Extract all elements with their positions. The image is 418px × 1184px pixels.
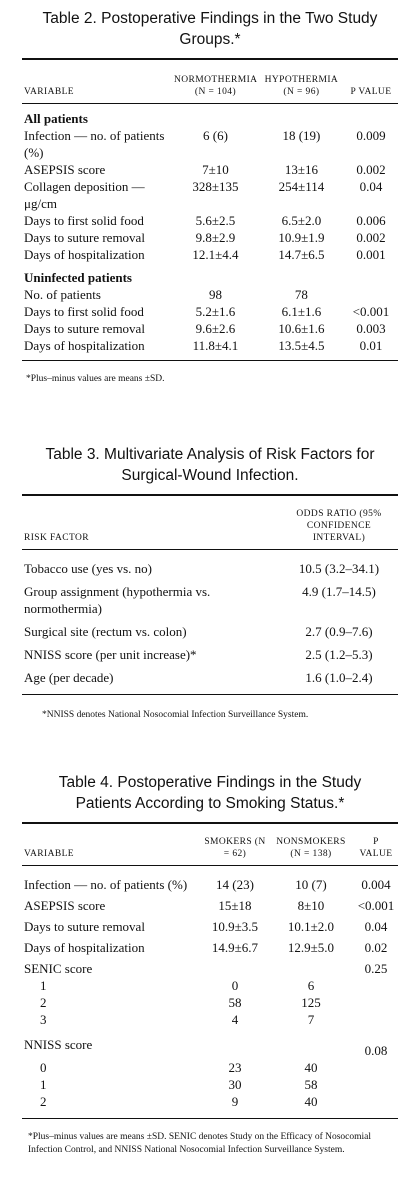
- table-3: [22, 444, 398, 722]
- table-4: [22, 772, 398, 1157]
- table-2: [22, 8, 398, 386]
- table-row: ASEPSIS score 7±10 13±16 0.002: [24, 162, 386, 177]
- table-row: Days to suture removal 9.8±2.9 10.9±1.9 0.002: [24, 230, 386, 245]
- table-3-grid: [22, 508, 398, 686]
- table-row: Days of hospitalization 12.1±4.4 14.7±6.5 0.001: [24, 247, 386, 262]
- table-row: Days to first solid food 5.6±2.5 6.5±2.0 0.006: [24, 213, 386, 228]
- table-4-top-rule: [22, 822, 398, 824]
- table-2-col-normothermia: NORMOTHERMIA (N = 104): [174, 75, 258, 97]
- table-row: 1 30 58: [40, 1077, 318, 1092]
- section-heading: Uninfected patients: [24, 270, 132, 285]
- table-row: Days to suture removal 10.9±3.5 10.1±2.0 0.04: [24, 919, 388, 934]
- table-row: [22, 956, 398, 977]
- table-4-bottom-rule: [22, 1118, 398, 1119]
- table-3-footnote: *NNISS denotes National Nosocomial Infection Surveillance System.: [42, 710, 309, 720]
- table-row: Age (per decade) 1.6 (1.0–2.4): [24, 670, 373, 685]
- table-2-footnote: *Plus–minus values are means ±SD.: [26, 374, 165, 384]
- table-4-header-row: [22, 836, 398, 866]
- table-2-col-variable: VARIABLE: [24, 87, 74, 97]
- table-2-col-hypothermia: HYPOTHERMIA (N = 96): [264, 75, 339, 97]
- table-row: Tobacco use (yes vs. no) 10.5 (3.2–34.1): [24, 561, 380, 576]
- table-4-grid: [22, 836, 398, 1110]
- table-row: No. of patients 98 78: [24, 287, 308, 302]
- table-2-top-rule: [22, 58, 398, 60]
- table-row: Surgical site (rectum vs. colon) 2.7 (0.9–7.6): [24, 624, 373, 639]
- table-3-bottom-rule: [22, 694, 398, 695]
- table-row: ASEPSIS score 15±18 8±10 <0.001: [24, 898, 395, 913]
- table-2-title: Table 2. Postoperative Findings in the Two Study Groups.*: [42, 10, 378, 48]
- table-3-col-odds-ratio: ODDS RATIO (95% CONFIDENCE INTERVAL): [296, 509, 382, 543]
- table-4-col-p: P VALUE: [359, 837, 393, 859]
- table-row: Infection — no. of patients (%) 14 (23) 10 (7) 0.004: [24, 877, 391, 892]
- table-row: NNISS score (per unit increase)* 2.5 (1.2–5.3): [24, 647, 373, 662]
- table-row: 3 4 7: [40, 1012, 315, 1027]
- table-row: Days of hospitalization 14.9±6.7 12.9±5.0 0.02: [24, 940, 388, 955]
- table-row: [22, 1028, 398, 1059]
- table-3-title: Table 3. Multivariate Analysis of Risk Factors for Surgical-Wound Infection.: [45, 446, 375, 484]
- table-4-footnote: *Plus–minus values are means ±SD. SENIC denotes Study on the Efficacy of Nosocomial Infection Control, and NNISS National Nosocomial Infection Surveillance System.: [28, 1132, 372, 1155]
- table-row: 1 0 6: [40, 978, 315, 993]
- senic-p: 0.25: [364, 961, 388, 976]
- senic-label: SENIC score: [24, 961, 93, 976]
- table-4-col-smokers: SMOKERS (N = 62): [204, 837, 266, 859]
- table-2-col-p: P VALUE: [350, 87, 392, 97]
- section-heading: All patients: [24, 111, 88, 126]
- table-row: Days to first solid food 5.2±1.6 6.1±1.6 <0.001: [24, 304, 390, 319]
- table-row: 2 9 40: [40, 1094, 318, 1109]
- table-2-bottom-rule: [22, 360, 398, 361]
- table-2-header-row: [22, 74, 398, 104]
- table-3-header-row: [22, 508, 398, 550]
- nniss-label: NNISS score: [24, 1037, 93, 1052]
- nniss-p: 0.08: [364, 1043, 388, 1058]
- table-row: Group assignment (hypothermia vs. normothermia) 4.9 (1.7–14.5): [24, 584, 376, 616]
- table-row: 0 23 40: [40, 1060, 318, 1075]
- table-4-title: Table 4. Postoperative Findings in the Study Patients According to Smoking Status.*: [58, 774, 362, 812]
- table-row: Days of hospitalization 11.8±4.1 13.5±4.5 0.01: [24, 338, 383, 353]
- table-4-col-nonsmokers: NONSMOKERS (N = 138): [276, 837, 346, 859]
- table-row: Days to suture removal 9.6±2.6 10.6±1.6 0.003: [24, 321, 386, 336]
- table-3-top-rule: [22, 494, 398, 496]
- table-row: Infection — no. of patients (%) 6 (6) 18 (19) 0.009: [24, 128, 386, 160]
- table-3-col-risk-factor: RISK FACTOR: [24, 533, 90, 543]
- table-4-col-variable: VARIABLE: [24, 849, 74, 859]
- table-row: 2 58 125: [40, 995, 321, 1010]
- table-2-grid: [22, 74, 398, 354]
- table-row: Collagen deposition — μg/cm 328±135 254±114 0.04: [24, 179, 383, 211]
